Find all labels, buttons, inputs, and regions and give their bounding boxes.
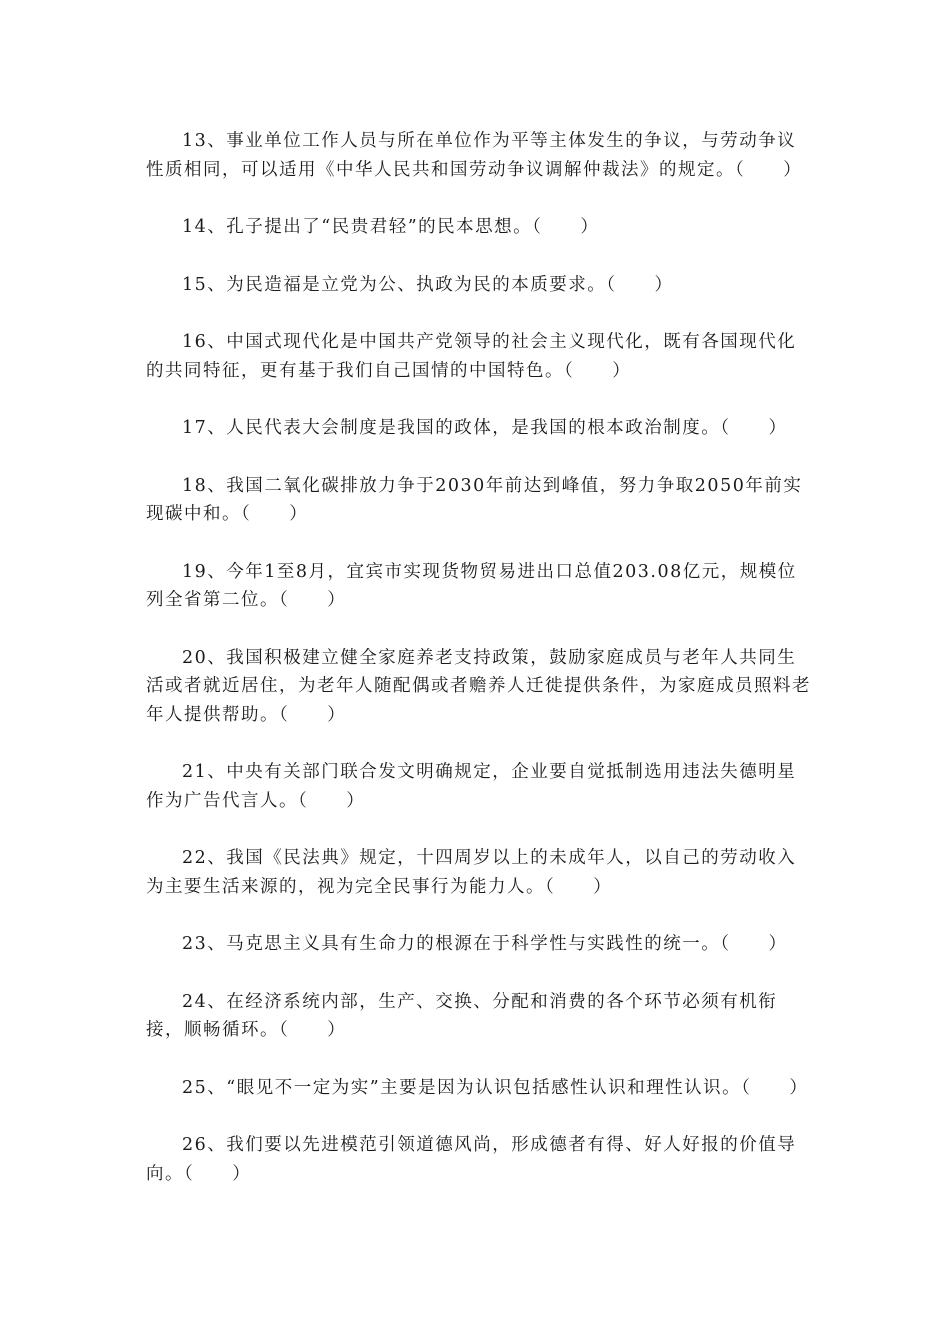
question-16: 16、中国式现代化是中国共产党领导的社会主义现代化，既有各国现代化的共同特征，更有基于我们自己国情的中国特色。（ ）	[146, 332, 797, 381]
question-17: 17、人民代表大会制度是我国的政体，是我国的根本政治制度。（ ）	[182, 418, 788, 438]
question-18: 18、我国二氧化碳排放力争于2030年前达到峰值，努力争取2050年前实现碳中和。（ ）	[146, 475, 803, 524]
question-13: 13、事业单位工作人员与所在单位作为平等主体发生的争议，与劳动争议性质相同，可以适用《中华人民共和国劳动争议调解仲裁法》的规定。（ ）	[146, 131, 803, 180]
question-15: 15、为民造福是立党为公、执政为民的本质要求。（ ）	[182, 274, 674, 295]
question-24: 24、在经济系统内部，生产、交换、分配和消费的各个环节必须有机衔接，顺畅循环。（ ）	[146, 991, 778, 1040]
question-22: 22、我国《民法典》规定，十四周岁以上的未成年人，以自己的劳动收入为主要生活来源的，视为完全民事行为能力人。（ ）	[146, 848, 797, 897]
question-19: 19、今年1至8月，宜宾市实现货物贸易进出口总值203.08亿元，规模位列全省第二位。（ ）	[146, 561, 797, 610]
question-20: 20、我国积极建立健全家庭养老支持政策，鼓励家庭成员与老年人共同生活或者就近居住，为老年人随配偶或者赡养人迁徙提供条件，为家庭成员照料老年人提供帮助。（ ）	[146, 647, 811, 725]
question-25: 25、“眼见不一定为实”主要是因为认识包括感性认识和理性认识。（ ）	[182, 1077, 809, 1098]
question-14: 14、孔子提出了“民贵君轻”的民本思想。（ ）	[182, 217, 600, 237]
document-page	[146, 127, 811, 1188]
question-23: 23、马克思主义具有生命力的根源在于科学性与实践性的统一。（ ）	[182, 934, 788, 954]
question-21: 21、中央有关部门联合发文明确规定，企业要自觉抵制选用违法失德明星作为广告代言人。（ ）	[146, 762, 797, 811]
question-26: 26、我们要以先进模范引领道德风尚，形成德者有得、好人好报的价值导向。（ ）	[146, 1135, 797, 1184]
